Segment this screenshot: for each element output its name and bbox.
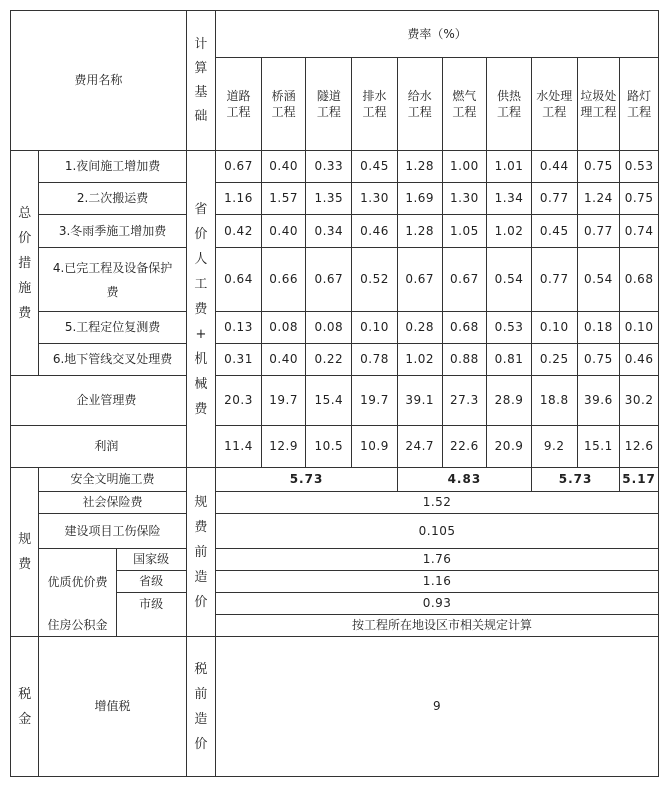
rate-cell: 0.68: [620, 248, 659, 312]
rate-cell: 0.25: [531, 344, 577, 376]
rate-cell: 0.33: [306, 151, 352, 183]
rate-cell: 1.28: [397, 151, 442, 183]
rate-cell: 1.28: [397, 215, 442, 248]
rate-cell: 19.7: [352, 376, 398, 426]
table-row: [11, 312, 659, 344]
table-row: [11, 344, 659, 376]
basis-pre-tax-cost: 税 前 造 价: [186, 637, 215, 777]
row-name: 3.冬雨季施工增加费: [39, 215, 186, 248]
rate-cell: 24.7: [397, 426, 442, 468]
rate-cell: 11.4: [216, 426, 262, 468]
rate-cell: 12.9: [261, 426, 306, 468]
rate-cell: 0.74: [620, 215, 659, 248]
measures-group-label: 总 价 措 施 费: [11, 151, 39, 376]
rate-cell: 0.18: [577, 312, 620, 344]
rate-cell: 0.28: [397, 312, 442, 344]
rate-cell: 4.83: [397, 468, 531, 492]
housing-fund-rate: 按工程所在地设区市相关规定计算: [216, 615, 659, 637]
housing-fund-label: 住房公积金: [39, 615, 116, 637]
table-row: [11, 426, 659, 468]
table-row: [11, 615, 659, 637]
rate-cell: 1.69: [397, 183, 442, 215]
project-tunnel: 隧道 工程: [306, 58, 352, 151]
rate-cell: 1.57: [261, 183, 306, 215]
rate-cell: 15.1: [577, 426, 620, 468]
row-name: 6.地下管线交叉处理费: [39, 344, 186, 376]
rate-cell: 0.64: [216, 248, 262, 312]
rate-cell: 0.08: [306, 312, 352, 344]
rate-cell: 0.67: [442, 248, 487, 312]
table-row: [11, 248, 659, 312]
table-row: [11, 376, 659, 426]
social-insurance-label: 社会保险费: [39, 492, 186, 514]
rate-cell: 0.77: [531, 183, 577, 215]
rate-cell: 0.42: [216, 215, 262, 248]
rate-cell: 10.9: [352, 426, 398, 468]
rate-cell: 0.67: [216, 151, 262, 183]
table-row: [11, 468, 659, 492]
vat-label: 增值税: [39, 637, 186, 777]
rate-cell: 0.22: [306, 344, 352, 376]
row-name: 1.夜间施工增加费: [39, 151, 186, 183]
rate-cell: 0.54: [577, 248, 620, 312]
table-row: [11, 151, 659, 183]
rate-cell: 0.78: [352, 344, 398, 376]
rate-cell: 0.10: [531, 312, 577, 344]
project-water-treatment: 水处理 工程: [531, 58, 577, 151]
rate-cell: 0.08: [261, 312, 306, 344]
rate-header: 费率（%）: [216, 11, 659, 58]
project-street-light: 路灯 工程: [620, 58, 659, 151]
row-name: 5.工程定位复测费: [39, 312, 186, 344]
rate-cell: 1.16: [216, 183, 262, 215]
row-name: 2.二次搬运费: [39, 183, 186, 215]
rate-cell: 12.6: [620, 426, 659, 468]
regulatory-group-label: 规 费: [11, 468, 39, 637]
rate-cell: 0.77: [531, 248, 577, 312]
rate-cell: 1.30: [352, 183, 398, 215]
rate-cell: 0.34: [306, 215, 352, 248]
rate-cell: 19.7: [261, 376, 306, 426]
rate-cell: 0.75: [620, 183, 659, 215]
injury-insurance-label: 建设项目工伤保险: [39, 514, 186, 549]
profit-label: 利润: [11, 426, 187, 468]
rate-cell: 1.02: [397, 344, 442, 376]
project-drainage: 排水 工程: [352, 58, 398, 151]
rate-cell: 9.2: [531, 426, 577, 468]
rate-cell: 18.8: [531, 376, 577, 426]
rate-cell: 0.10: [620, 312, 659, 344]
row-name: 4.已完工程及设备保护 费: [39, 248, 186, 312]
rate-cell: 15.4: [306, 376, 352, 426]
rate-cell: 0.46: [352, 215, 398, 248]
quality-fee-label: 优质优价费: [39, 549, 116, 615]
rate-cell: 28.9: [487, 376, 532, 426]
rate-cell: 0.45: [531, 215, 577, 248]
rate-cell: 39.6: [577, 376, 620, 426]
rate-cell: 1.30: [442, 183, 487, 215]
rate-cell: 0.67: [397, 248, 442, 312]
table-row: [11, 215, 659, 248]
rate-cell: 22.6: [442, 426, 487, 468]
rate-cell: 20.9: [487, 426, 532, 468]
project-bridge: 桥涵 工程: [261, 58, 306, 151]
rate-cell: 1.34: [487, 183, 532, 215]
quality-level-national: 国家级: [116, 549, 186, 571]
rate-cell: 1.76: [216, 549, 659, 571]
rate-cell: 30.2: [620, 376, 659, 426]
rate-cell: 0.10: [352, 312, 398, 344]
table-row: [11, 183, 659, 215]
table-row: [11, 492, 659, 514]
rate-cell: 5.73: [531, 468, 619, 492]
basis-labor-machine: 省 价 人 工 费 + 机 械 费: [186, 151, 215, 468]
rate-cell: 0.67: [306, 248, 352, 312]
table-row: [11, 514, 659, 549]
rate-cell: 0.52: [352, 248, 398, 312]
rate-cell: 0.66: [261, 248, 306, 312]
rate-cell: 0.40: [261, 344, 306, 376]
project-gas: 燃气 工程: [442, 58, 487, 151]
rate-cell: 0.68: [442, 312, 487, 344]
rate-cell: 5.73: [216, 468, 398, 492]
project-heating: 供热 工程: [487, 58, 532, 151]
vat-rate: 9: [216, 637, 659, 777]
project-water-supply: 给水 工程: [397, 58, 442, 151]
rate-cell: 0.53: [620, 151, 659, 183]
project-waste: 垃圾处 理工程: [577, 58, 620, 151]
rate-cell: 10.5: [306, 426, 352, 468]
table-row: [11, 637, 659, 777]
rate-cell: 27.3: [442, 376, 487, 426]
rate-cell: 39.1: [397, 376, 442, 426]
rate-cell: 1.35: [306, 183, 352, 215]
basis-pre-fee-cost: 规 费 前 造 价: [186, 468, 215, 637]
quality-level-municipal: 市级: [116, 593, 186, 615]
project-road: 道路 工程: [216, 58, 262, 151]
fee-rate-table: [10, 10, 659, 777]
tax-group-label: 税 金: [11, 637, 39, 777]
rate-cell: 1.16: [216, 571, 659, 593]
rate-cell: 0.45: [352, 151, 398, 183]
safety-fee-label: 安全文明施工费: [39, 468, 186, 492]
rate-cell: 0.53: [487, 312, 532, 344]
rate-cell: 5.17: [620, 468, 659, 492]
rate-cell: 1.24: [577, 183, 620, 215]
rate-cell: 0.88: [442, 344, 487, 376]
rate-cell: 20.3: [216, 376, 262, 426]
rate-cell: 0.93: [216, 593, 659, 615]
rate-cell: 0.40: [261, 215, 306, 248]
rate-cell: 1.01: [487, 151, 532, 183]
rate-cell: 0.75: [577, 344, 620, 376]
rate-cell: 0.13: [216, 312, 262, 344]
rate-cell: 1.52: [216, 492, 659, 514]
rate-cell: 0.77: [577, 215, 620, 248]
rate-cell: 1.00: [442, 151, 487, 183]
rate-cell: 1.05: [442, 215, 487, 248]
rate-cell: 0.54: [487, 248, 532, 312]
quality-level-provincial: 省级: [116, 571, 186, 593]
calc-basis-header: 计 算 基 础: [186, 11, 215, 151]
rate-cell: 0.31: [216, 344, 262, 376]
management-fee-label: 企业管理费: [11, 376, 187, 426]
rate-cell: 0.75: [577, 151, 620, 183]
rate-cell: 0.46: [620, 344, 659, 376]
rate-cell: 1.02: [487, 215, 532, 248]
rate-cell: 0.44: [531, 151, 577, 183]
rate-cell: 0.81: [487, 344, 532, 376]
rate-cell: 0.105: [216, 514, 659, 549]
rate-cell: 0.40: [261, 151, 306, 183]
fee-name-header: 费用名称: [11, 11, 187, 151]
table-row: [11, 549, 659, 571]
